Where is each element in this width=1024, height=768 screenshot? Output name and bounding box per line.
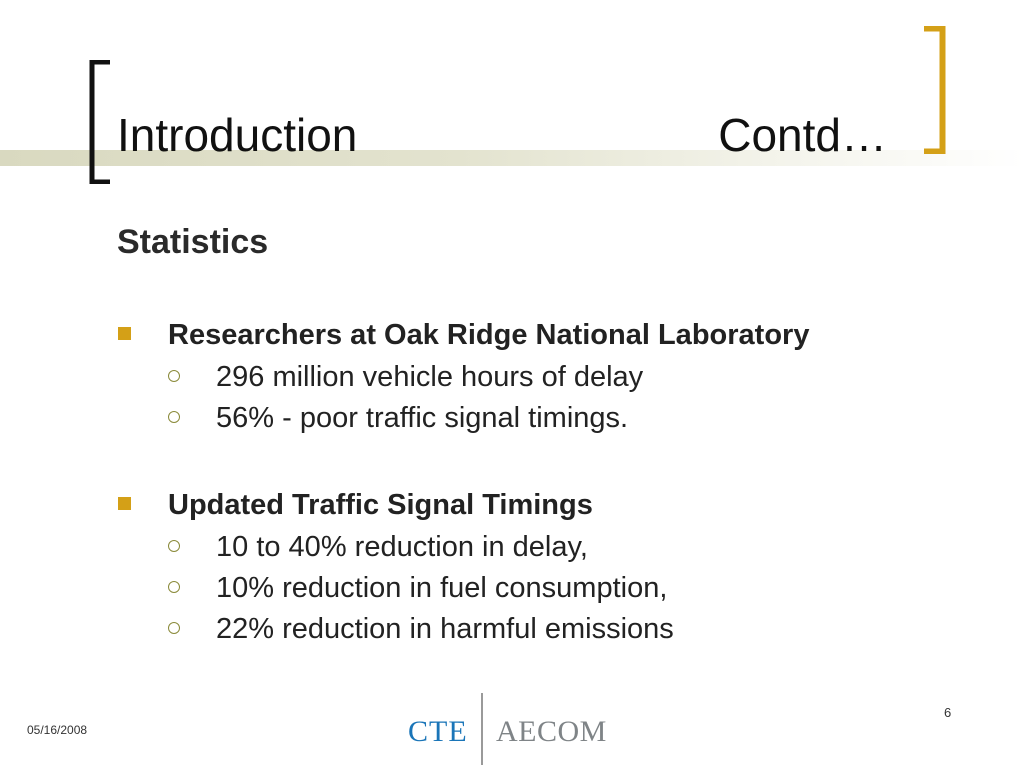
bullet-updated-timings	[0, 485, 1024, 525]
page-number: 6	[944, 705, 952, 720]
sub-bullet-item	[0, 527, 1024, 567]
logo-cte-text: CTE	[408, 715, 468, 748]
sub-bullet-item	[0, 568, 1024, 608]
logo-aecom-text: AECOM	[496, 715, 607, 748]
ring-bullet-icon	[168, 622, 180, 634]
sub-bullet-text: 22% reduction in harmful emissions	[216, 613, 674, 645]
sub-bullet-text: 296 million vehicle hours of delay	[216, 361, 644, 393]
company-logo	[408, 693, 628, 765]
right-bracket-decoration	[924, 26, 946, 154]
bullet-heading: Researchers at Oak Ridge National Laboratory	[168, 319, 810, 351]
section-subtitle: Statistics	[117, 223, 269, 261]
ring-bullet-icon	[168, 411, 180, 423]
square-bullet-icon	[118, 327, 131, 340]
logo-divider	[481, 693, 483, 765]
sub-bullet-item	[0, 398, 1024, 438]
bullet-heading: Updated Traffic Signal Timings	[168, 489, 593, 521]
sub-bullet-text: 10 to 40% reduction in delay,	[216, 531, 588, 563]
bullet-researchers	[0, 315, 1024, 355]
footer-date: 05/16/2008	[27, 723, 88, 737]
sub-bullet-item	[0, 357, 1024, 397]
slide-title	[117, 105, 887, 165]
title-continued: Contd…	[718, 109, 887, 161]
sub-bullet-text: 10% reduction in fuel consumption,	[216, 572, 668, 604]
title-main: Introduction	[117, 109, 358, 161]
sub-bullet-text: 56% - poor traffic signal timings.	[216, 402, 629, 434]
ring-bullet-icon	[168, 370, 180, 382]
left-bracket-decoration	[89, 60, 110, 184]
square-bullet-icon	[118, 497, 131, 510]
ring-bullet-icon	[168, 581, 180, 593]
ring-bullet-icon	[168, 540, 180, 552]
sub-bullet-item	[0, 609, 1024, 649]
